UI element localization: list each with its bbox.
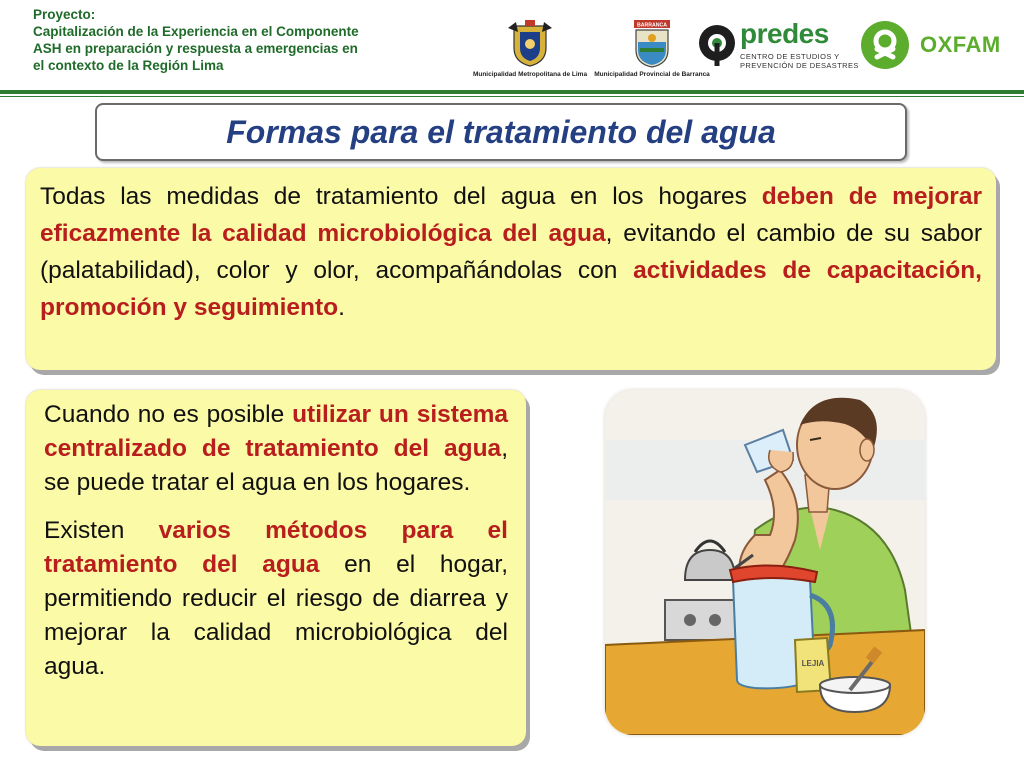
project-line-3: el contexto de la Región Lima bbox=[33, 58, 224, 73]
methods-p2-highlight: varios métodos para el tratamiento del agua bbox=[44, 517, 508, 578]
summary-text-1: Todas las medidas de tratamiento del agua en los hogares bbox=[40, 183, 762, 210]
header-divider bbox=[0, 90, 1024, 94]
summary-text-3: . bbox=[338, 294, 345, 321]
predes-logo bbox=[698, 18, 859, 78]
methods-p1-highlight: utilizar un sistema centralizado de tratamiento del agua bbox=[44, 401, 508, 462]
project-label: Proyecto: bbox=[33, 7, 96, 22]
oxfam-name: OXFAM bbox=[920, 32, 1001, 57]
slide-title-box bbox=[95, 103, 907, 161]
summary-card bbox=[26, 168, 996, 370]
drinking-water-illustration bbox=[605, 390, 925, 735]
lima-coat-of-arms-icon bbox=[508, 18, 552, 68]
predes-mark-icon bbox=[698, 22, 736, 68]
oxfam-logo bbox=[860, 20, 1000, 72]
header-divider-thin bbox=[0, 96, 1024, 97]
illustration-svg bbox=[605, 390, 925, 735]
barranca-municipality-logo bbox=[592, 14, 712, 84]
slide-title: Formas para el tratamiento del agua bbox=[226, 114, 776, 150]
summary-paragraph bbox=[40, 178, 982, 326]
summary-highlight-1: deben de mejorar eficazmente la calidad microbiológica del agua bbox=[40, 183, 982, 247]
logo-strip bbox=[470, 14, 1010, 84]
barranca-coat-of-arms-icon bbox=[630, 18, 674, 68]
project-line-2: ASH en preparación y respuesta a emergencias en bbox=[33, 41, 358, 56]
summary-text-2: , evitando el cambio de su sabor (palatabilidad), color y olor, acompañándolas con bbox=[40, 220, 982, 284]
barranca-caption: Municipalidad Provincial de Barranca bbox=[594, 71, 710, 78]
methods-p1-text-2: , se puede tratar el agua en los hogares. bbox=[44, 435, 508, 496]
predes-sub-line-1: CENTRO DE ESTUDIOS Y bbox=[740, 52, 840, 61]
lima-municipality-logo bbox=[470, 14, 590, 84]
methods-paragraph-1 bbox=[44, 398, 508, 500]
lima-caption: Municipalidad Metropolitana de Lima bbox=[472, 71, 588, 78]
project-header bbox=[33, 6, 433, 74]
oxfam-mark-icon bbox=[860, 20, 910, 70]
predes-name: predes bbox=[740, 18, 829, 49]
project-line-1: Capitalización de la Experiencia en el Componente bbox=[33, 24, 359, 39]
methods-p1-text-1: Cuando no es posible bbox=[44, 401, 293, 428]
methods-p2-text-1: Existen bbox=[44, 517, 159, 544]
methods-paragraph-2 bbox=[44, 514, 508, 684]
barranca-banner-text: BARRANCA bbox=[637, 22, 667, 29]
methods-card bbox=[26, 390, 526, 746]
predes-sub-line-2: PREVENCIÓN DE DESASTRES bbox=[740, 61, 859, 70]
predes-subtitle bbox=[740, 52, 859, 70]
summary-highlight-2: actividades de capacitación, promoción y seguimiento bbox=[40, 257, 982, 321]
methods-p2-text-2: en el hogar, permitiendo reducir el riesgo de diarrea y mejorar la calidad microbiológica del agua. bbox=[44, 551, 508, 680]
bleach-label: LEJIA bbox=[801, 659, 825, 668]
